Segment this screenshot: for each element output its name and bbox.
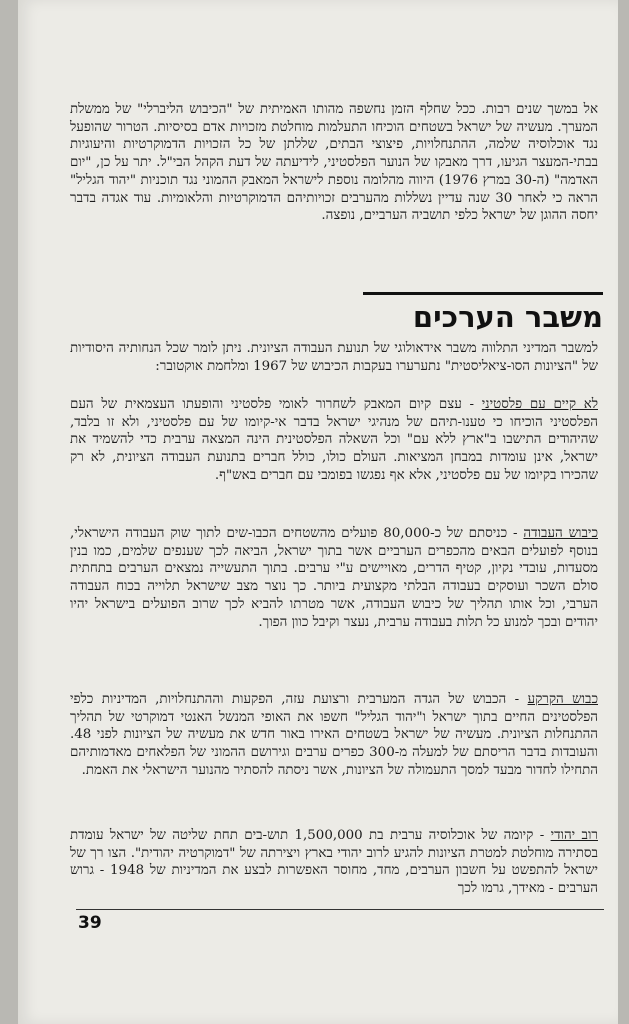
lead-text: למשבר המדיני התלווה משבר אידאולוגי של תנועת העבודה הציונית. ניתן לומר שכל הנחותיה היסודיות של "הציונות הסו-ציאליסטית" נתערערו בעקבות הכיבוש של 1967 ומלחמת אוקטובר: — [70, 341, 598, 374]
section-heading: משבר הערכים — [412, 300, 603, 334]
section-paragraph — [70, 525, 598, 631]
section-body: - כניסתם של כ-80,000 פועלים מהשטחים הכבו-שים לתוך שוק העבודה הישראלי, בנוסף לפועלים הבאים מהכפרים הערביים אשר בתוך ישראל, הביאה לכך שענפים שלמים, כמו בנין מסעדות, עובדי נקיון, קטיף הדרים, מאויישים ע"י ערבים. בתוך התעשייה נמצאים הערבים בתחתית סולם השכר ועוסקים בעבודה הבלתי מקצועית ביותר. כך נוצר מצב שישראל תלוייה בכוח העבודה הערבי, וכל אותו תהליך של כיבוש העבודה, אשר מטרתו להביא לכך שרוב הפועלים בישראל יהיו יהודים ובכך למנוע כל תלות בעבודה ערבית, נעצר וקיבל כוון הפוך. — [70, 526, 598, 630]
section-conquest-of-land — [70, 691, 598, 780]
section-body: - קיומה של אוכלוסיה ערבית בת 1,500,000 תוש-בים תחת שליטה של ישראל עומדת בסתירה מוחלטת למטרת הציונות להגיע לרוב יהודי בארץ ויצירתה של "דמוקרטיה יהודית". הצו רך של ישראל להתפשט על חשבון הערבים, מחד, מחוסר האפשרות לבצע את המדיניות של 1948 - גרוש הערבים - מאידך, גרמו לכך — [70, 828, 598, 897]
footer-rule — [76, 909, 604, 910]
section-key-term: כיבוש העבודה — [523, 526, 598, 541]
section-conquest-of-labor — [70, 525, 598, 631]
section-no-palestinian-people — [70, 396, 598, 485]
intro-paragraph — [70, 101, 598, 225]
heading-rule — [363, 292, 603, 295]
intro-text: אל במשך שנים רבות. ככל שחלף הזמן נחשפה מהותו האמיתית של "הכיבוש הליברלי" של ממשלת המערך. מעשיה של ישראל בשטחים הוכיחו התעלמות מוחלטת מזכויות אדם בסיסיות. הטרור שהופעל נגד אוכלוסיה שלמה, ההתנחלויות, פיצוצי הבתים, שללתן של כל הזכויות הדמוקרטיות והיעוגיות בבתי-המעצר הגיעו, דרך מאבקו של הנוער הפלסטיני, לידיעתה של דעת הקהל הבי"ל. יתר על כן, "יום האדמה" (ה-30 במרץ 1976) היווה מהלומה נוספת לישראל המאבק ההמוני נגד תוכניות "יהוד הגליל" הראה כי לאחר 30 שנה עדיין נשללות מהערבים זכויותיהם הדמוקרטיות והלאומיות. עוד אגדה בדבר יחסה ההוגן של ישראל כלפי תושביה הערביים, נופצה. — [70, 102, 598, 224]
section-body: - הכבוש של הגדה המערבית ורצועת עזה, הפקעות וההתנחלויות, המדיניות כלפי הפלסטינים החיים בתוך ישראל ו"יהוד הגליל" חשפו את האופי המנשל האנטי דמוקרטי של תהליך ההתנחלות הציונית. מעשיה של ישראל בשטחים האירו באור חדש את מעשיה של הציונות לפני 48. והעובדות בדבר הריסתם של למעלה מ-300 כפרים ערבים וגירושם ההמוני של הפלאחים מאדמותיהם התחילו לחדור מבעד למסך התעמולה של הציונות, אשר ניסתה להסתיר מהנוער הישראלי את האמת. — [70, 692, 598, 778]
lead-paragraph — [70, 340, 598, 375]
section-paragraph — [70, 396, 598, 485]
section-jewish-majority — [70, 827, 598, 898]
book-page — [18, 0, 618, 1024]
section-paragraph — [70, 827, 598, 898]
section-key-term: רוב יהודי — [550, 828, 598, 843]
section-body: - עצם קיום המאבק לשחרור לאומי פלסטיני והופעתו העצמאית של העם הפלסטיני הוכיחו כי טענו-תיהם של מנהיגי ישראל בדבר אי-קיומו של עם פלסטיני, ולא זו בלבד, שהיהודים התישבו ב"ארץ ללא עם" וכל השאלה הפלסטינית הינה המצאה ערבית כדי להשמיד את ישראל, אינן עומדות במבחן המציאות. העולם כולו, כולל חברים בתנועת העבודה הציונית, לא רק שהכירו בקיומו של עם פלסטיני, אלא אף נפגשו בפומבי עם חברים באש"ף. — [70, 397, 598, 483]
section-heading-block — [363, 292, 603, 335]
section-paragraph — [70, 691, 598, 780]
page-number: 39 — [78, 913, 102, 933]
section-key-term: כבוש הקרקע — [527, 692, 598, 707]
section-key-term: לא קיים עם פלסטיני — [481, 397, 598, 412]
